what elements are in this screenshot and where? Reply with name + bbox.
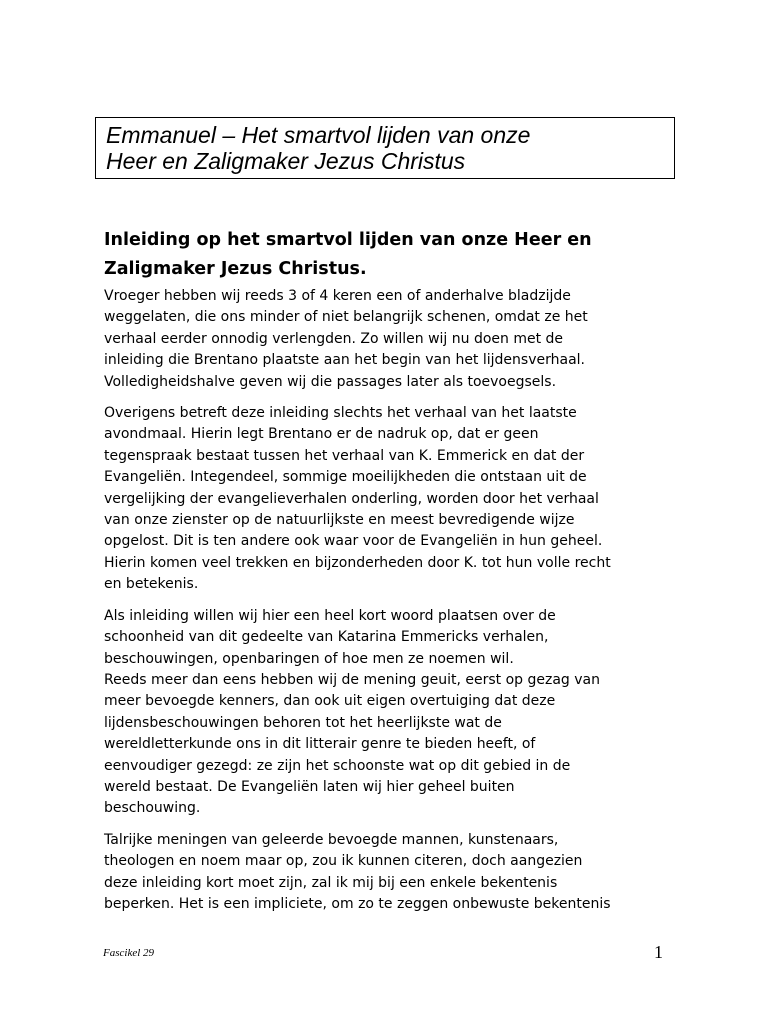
paragraph-line: beperken. Het is een impliciete, om zo te zeggen onbewuste bekentenis — [104, 895, 611, 912]
document-title-box — [95, 117, 675, 179]
paragraph-line: Als inleiding willen wij hier een heel kort woord plaatsen over de — [104, 607, 556, 624]
section-heading-line: Zaligmaker Jezus Christus. — [104, 259, 367, 279]
section-heading — [104, 226, 704, 284]
paragraph-line: lijdensbeschouwingen behoren tot het heerlijkste wat de — [104, 714, 502, 731]
document-title-line: Heer en Zaligmaker Jezus Christus — [106, 148, 466, 174]
paragraph-line: deze inleiding kort moet zijn, zal ik mij bij een enkele bekentenis — [104, 874, 558, 891]
paragraph-line: tegenspraak bestaat tussen het verhaal van K. Emmerick en dat der — [104, 447, 585, 464]
paragraph-line: meer bevoegde kenners, dan ook uit eigen overtuiging dat deze — [104, 693, 556, 710]
paragraph-line: Hierin komen veel trekken en bijzonderheden door K. tot hun volle recht — [104, 554, 611, 571]
paragraph-line: opgelost. Dit is ten andere ook waar voor de Evangeliën in hun geheel. — [104, 533, 603, 550]
paragraph-line: theologen en noem maar op, zou ik kunnen citeren, doch aangezien — [104, 853, 583, 870]
paragraph — [104, 606, 704, 820]
paragraph-line: van onze zienster op de natuurlijkste en meest bevredigende wijze — [104, 512, 575, 529]
paragraph-line: Evangeliën. Integendeel, sommige moeilijkheden die ontstaan uit de — [104, 469, 587, 486]
section-heading-line: Inleiding op het smartvol lijden van onze Heer en — [104, 230, 592, 250]
paragraph — [104, 403, 704, 596]
paragraph-line: inleiding die Brentano plaatste aan het begin van het lijdensverhaal. — [104, 352, 585, 369]
paragraph-line: en betekenis. — [104, 576, 199, 593]
paragraph-line: Talrijke meningen van geleerde bevoegde mannen, kunstenaars, — [104, 831, 559, 848]
paragraph-line: eenvoudiger gezegd: ze zijn het schoonste wat op dit gebied in de — [104, 757, 571, 774]
page-number: 1 — [654, 942, 663, 962]
paragraph-line: wereldletterkunde ons in dit litterair genre te bieden heeft, of — [104, 736, 536, 753]
paragraph-line: weggelaten, die ons minder of niet belangrijk schenen, omdat ze het — [104, 309, 588, 326]
paragraph — [104, 286, 704, 393]
paragraph-line: wereld bestaat. De Evangeliën laten wij hier geheel buiten — [104, 778, 515, 795]
document-body — [104, 286, 704, 925]
paragraph-line: Reeds meer dan eens hebben wij de mening geuit, eerst op gezag van — [104, 671, 600, 688]
paragraph-line: Volledigheidshalve geven wij die passages later als toevoegsels. — [104, 373, 557, 390]
paragraph-line: avondmaal. Hierin legt Brentano er de nadruk op, dat er geen — [104, 426, 539, 443]
paragraph-line: schoonheid van dit gedeelte van Katarina Emmericks verhalen, — [104, 629, 549, 646]
paragraph-line: Vroeger hebben wij reeds 3 of 4 keren een of anderhalve bladzijde — [104, 288, 571, 304]
paragraph — [104, 830, 704, 916]
document-title-line: Emmanuel – Het smartvol lijden van onze — [106, 122, 531, 148]
paragraph-line: verhaal eerder onnodig verlengden. Zo willen wij nu doen met de — [104, 330, 564, 347]
paragraph-line: beschouwing. — [104, 800, 201, 817]
paragraph-line: vergelijking der evangelieverhalen onderling, worden door het verhaal — [104, 490, 599, 507]
paragraph-line: Overigens betreft deze inleiding slechts het verhaal van het laatste — [104, 405, 577, 422]
footer-label: Fascikel 29 — [103, 947, 155, 959]
paragraph-line: beschouwingen, openbaringen of hoe men ze noemen wil. — [104, 650, 514, 667]
